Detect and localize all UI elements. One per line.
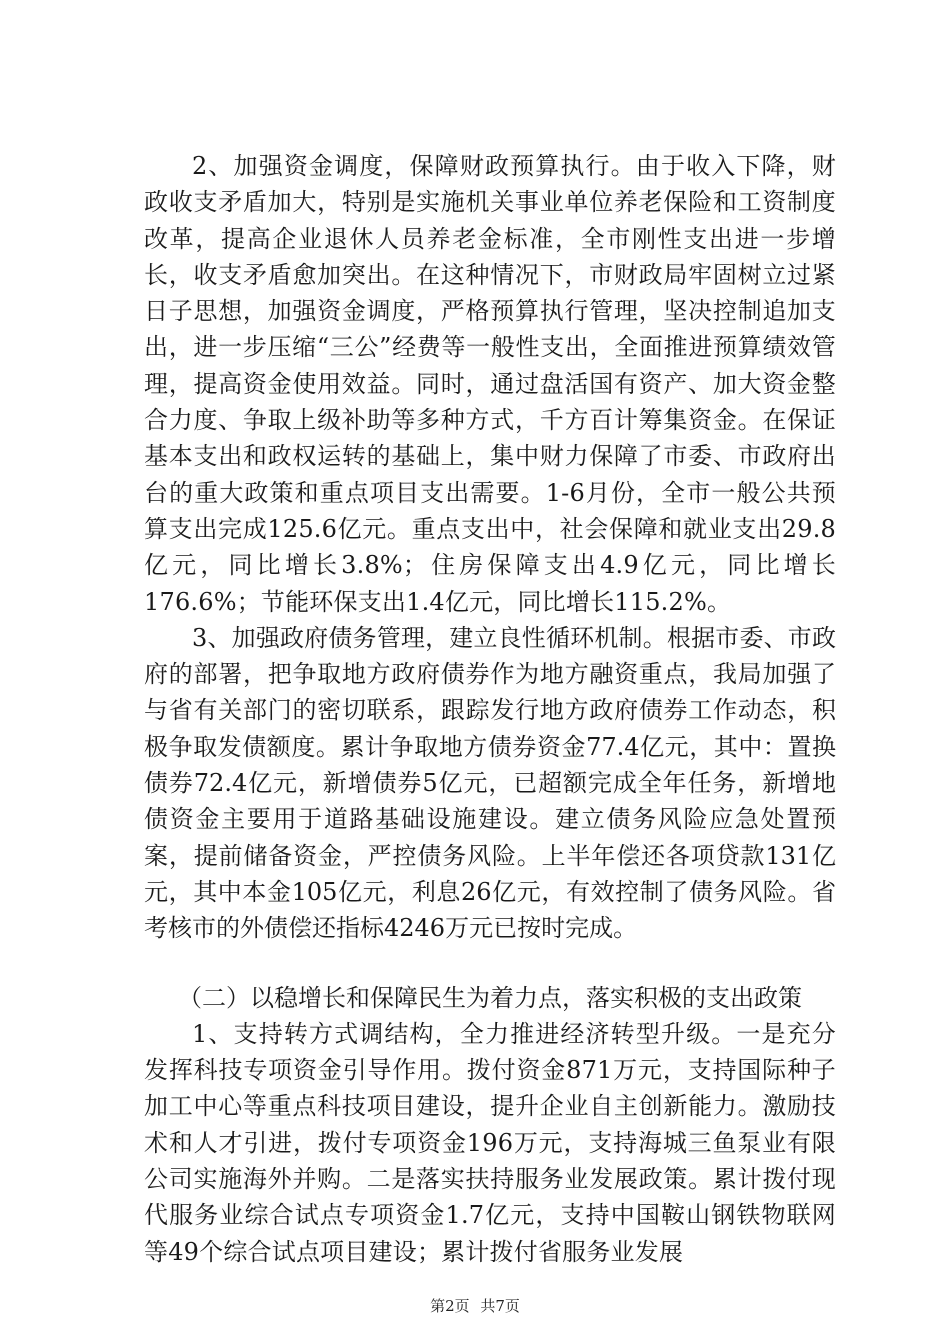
paragraph-fund-scheduling: 2、加强资金调度，保障财政预算执行。由于收入下降，财政收支矛盾加大，特别是实施机关事业单位养老保险和工资制度改革，提高企业退休人员养老金标准，全市刚性支出进一步增长，收支矛盾愈加突出。在这种情况下，市财政局牢固树立过紧日子思想，加强资金调度，严格预算执行管理，坚决控制追加支出，进一步压缩“三公”经费等一般性支出，全面推进预算绩效管理，提高资金使用效益。同时，通过盘活国有资产、加大资金整合力度、争取上级补助等多种方式，千方百计筹集资金。在保证基本支出和政权运转的基础上，集中财力保障了市委、市政府出台的重大政策和重点项目支出需要。1-6月份，全市一般公共预算支出完成125.6亿元。重点支出中，社会保障和就业支出29.8亿元，同比增长3.8%；住房保障支出4.9亿元，同比增长176.6%；节能环保支出1.4亿元，同比增长115.2%。 — [144, 152, 836, 616]
page-footer — [0, 1296, 950, 1316]
page-total: 共7页 — [480, 1297, 520, 1315]
document-body — [144, 148, 836, 1270]
paragraph-economic-transformation: 1、支持转方式调结构，全力推进经济转型升级。一是充分发挥科技专项资金引导作用。拨付资金871万元，支持国际种子加工中心等重点科技项目建设，提升企业自主创新能力。激励技术和人才引进，拨付专项资金196万元，支持海城三鱼泵业有限公司实施海外并购。二是落实扶持服务业发展政策。累计拨付现代服务业综合试点专项资金1.7亿元，支持中国鞍山钢铁物联网等49个综合试点项目建设；累计拨付省服务业发展 — [144, 1019, 836, 1266]
section-heading: （二）以稳增长和保障民生为着力点，落实积极的支出政策 — [178, 983, 802, 1012]
page-number: 第2页 — [430, 1297, 470, 1315]
paragraph-debt-management: 3、加强政府债务管理，建立良性循环机制。根据市委、市政府的部署，把争取地方政府债券作为地方融资重点，我局加强了与省有关部门的密切联系，跟踪发行地方政府债券工作动态，积极争取发债额度。累计争取地方债券资金77.4亿元，其中：置换债券72.4亿元，新增债券5亿元，已超额完成全年任务，新增地债资金主要用于道路基础设施建设。建立债务风险应急处置预案，提前储备资金，严控债务风险。上半年偿还各项贷款131亿元，其中本金105亿元，利息26亿元，有效控制了债务风险。省考核市的外债偿还指标4246万元已按时完成。 — [144, 623, 836, 943]
